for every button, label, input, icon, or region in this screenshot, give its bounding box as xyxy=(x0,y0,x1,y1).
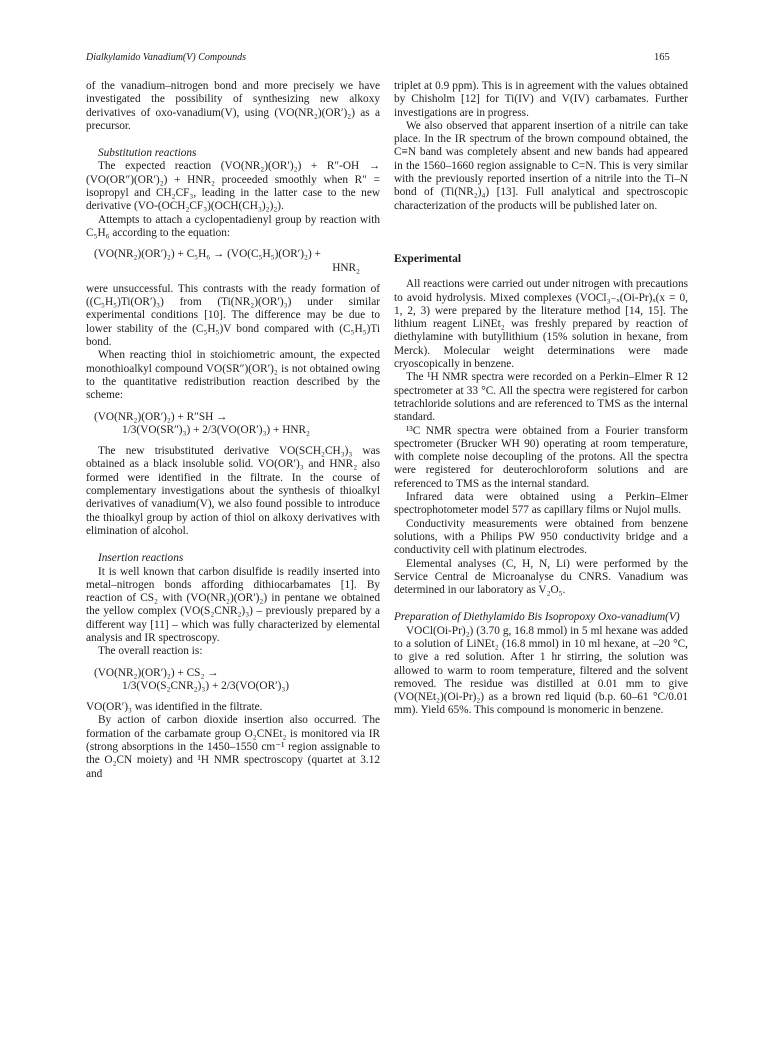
equation-line: (VO(NR₂)(OR′)₂) + R″SH → xyxy=(94,410,228,423)
equation-line: HNR₂ xyxy=(332,261,360,274)
paragraph-substitution-3: were unsuccessful. This contrasts with the ready formation of ((C₅H₅)Ti(OR′)₃) from (Ti(NR₂)(OR′)₃) under similar experimental conditions [10]. The difference may be due to lower stability of the (C₅H₅)V bond compared with (C₅H₅)Ti bond. xyxy=(86,282,380,349)
section-heading-substitution: Substitution reactions xyxy=(98,147,197,160)
paragraph-experimental-5: Conductivity measurements were obtained from benzene solutions, with a Philips PW 950 conductivity bridge and a conductivity cell with platinum electrodes. xyxy=(394,517,688,557)
equation-line: (VO(NR₂)(OR′)₂) + CS₂ → xyxy=(94,666,219,679)
paragraph-continued: triplet at 0.9 ppm). This is in agreement with the values obtained by Chisholm [12] for Ti(IV) and V(IV) carbamates. Further investigations are in progress. xyxy=(394,80,688,119)
paragraph-nitrile: We also observed that apparent insertion of a nitrile can take place. In the IR spectrum of the brown compound obtained, the C≡N band was completely absent and new bands had appeared in the 1560–1660 region assignable to C=N. This is very similar with the previously reported insertion of a nitrile into the Ti–N bond of (Ti(NR₂)₄) [13]. Full analytical and spectroscopic characterization of the products will be published later on. xyxy=(394,119,688,212)
paragraph-insertion-1: It is well known that carbon disulfide is readily inserted into metal–nitrogen bonds affording dithiocarbamates [1]. By reaction of CS₂ with (VO(NR₂)(OR′)₂) in pentane we obtained the yellow complex (VO(S₂CNR₂)₃) – previously prepared by a different way [11] – which was fully characterized by elemental analysis and IR spectroscopy. xyxy=(86,565,380,644)
section-heading-insertion: Insertion reactions xyxy=(98,552,184,565)
paragraph-experimental-2: The ¹H NMR spectra were recorded on a Perkin–Elmer R 12 spectrometer at 33 °C. All the spectra were registered for carbon tetrachloride solutions and are referenced to TMS as the internal standard. xyxy=(394,371,688,424)
paragraph-preparation: VOCl(Oi-Pr)₂) (3.70 g, 16.8 mmol) in 5 ml hexane was added to a solution of LiNEt₂ (16.8 mmol) in 10 ml hexane, at –20 °C, to give a red solution. After 1 hr stirring, the solution was allowed to warm to room temperature, filtered and the solvent removed. The residue was distilled at 0.01 mm to give (VO(NEt₂)(Oi-Pr)₂) as a brown red liquid (b.p. 60–61 °C/0.01 mm). Yield 65%. This compound is monomeric in benzene. xyxy=(394,624,688,717)
page-number: 165 xyxy=(654,52,670,63)
paragraph-insertion-3: VO(OR′)₃ was identified in the filtrate. xyxy=(86,701,263,714)
equation-cs2 xyxy=(94,667,380,694)
equation-thiol xyxy=(94,411,380,438)
right-column xyxy=(394,80,688,718)
paragraph-substitution-2: Attempts to attach a cyclopentadienyl group by reaction with C₅H₆ according to the equation: xyxy=(86,213,380,239)
paragraph-experimental-1: All reactions were carried out under nitrogen with precautions to avoid hydrolysis. Mixed complexes (VOCl₃₋ₓ(Oi-Pr)ₓ(x = 0, 1, 2, 3) were prepared by the literature method [14, 15]. The lithium reagent LiNEt₂ was freshly prepared by reaction of diethylamine with butyllithium (15% solution in hexane, from Merck). Molecular weight determinations were made cryoscopically in benzene. xyxy=(394,278,688,371)
paragraph-experimental-3: ¹³C NMR spectra were obtained from a Fourier transform spectrometer (Brucker WH 90) operating at room temperature, with complete noise decoupling of the protons. All the spectra were registered for deuterochloroform solutions and are referenced to TMS as the internal standard. xyxy=(394,424,688,490)
paragraph-substitution-5: The new trisubstituted derivative VO(SCH₂CH₃)₃ was obtained as a black insoluble solid. VO(OR′)₃ and HNR₂ also formed were identified in the filtrate. In the course of complementary investigations about the synthesis of thioalkyl derivatives of vanadium(V), we also found possible to introduce the thioalkyl group by action of thiol on alkoxy derivatives with elimination of alcohol. xyxy=(86,445,380,537)
paragraph-substitution-1: The expected reaction (VO(NR₂)(OR′)₂) + R″-OH → (VO(OR″)(OR′)₂) + HNR₂ proceeded smoothly when R″ = isopropyl and CH₂CF₃, leading in the latter case to the new derivative (VO-(OCH₂CF₃)(OCH(CH₃)₂)₂). xyxy=(86,160,380,213)
running-head: Dialkylamido Vanadium(V) Compounds xyxy=(86,52,246,63)
paragraph-insertion-4: By action of carbon dioxide insertion also occurred. The formation of the carbamate group O₂CNEt₂ is monitored via IR (strong absorptions in the 1450–1550 cm⁻¹ region assignable to the O₂CN moiety) and ¹H NMR spectroscopy (quartet at 3.12 and xyxy=(86,714,380,780)
paragraph-substitution-4: When reacting thiol in stoichiometric amount, the expected monothioalkyl compound VO(SR″)(OR′)₂ is not obtained owing to the quantitative redistribution reaction described by the scheme: xyxy=(86,349,380,402)
paragraph-intro: of the vanadium–nitrogen bond and more precisely we have investigated the possibility of synthesizing new alkoxy derivatives of oxo-vanadium(V), using (VO(NR₂)(OR′)₂) as a precursor. xyxy=(86,80,380,132)
paragraph-experimental-4: Infrared data were obtained using a Perkin–Elmer spectrophotometer model 577 as capillary films or Nujol mulls. xyxy=(394,491,688,517)
paragraph-insertion-2: The overall reaction is: xyxy=(98,645,203,658)
paragraph-experimental-6: Elemental analyses (C, H, N, Li) were performed by the Service Central de Microanalyse du CNRS. Vanadium was determined in our laboratory as V₂O₅. xyxy=(394,557,688,597)
equation-line: (VO(NR₂)(OR′)₂) + C₅H₆ → (VO(C₅H₅)(OR′)₂) + xyxy=(94,248,321,261)
preparation-heading: Preparation of Diethylamido Bis Isopropoxy Oxo-vanadium(V) xyxy=(394,611,680,624)
equation-cyclopentadienyl xyxy=(94,248,380,275)
equation-line: 1/3(VO(SR″)₃) + 2/3(VO(OR′)₃) + HNR₂ xyxy=(122,423,310,436)
equation-line: 1/3(VO(S₂CNR₂)₃) + 2/3(VO(OR′)₃) xyxy=(122,679,290,692)
left-column xyxy=(86,80,380,781)
section-heading-experimental: Experimental xyxy=(394,252,462,265)
